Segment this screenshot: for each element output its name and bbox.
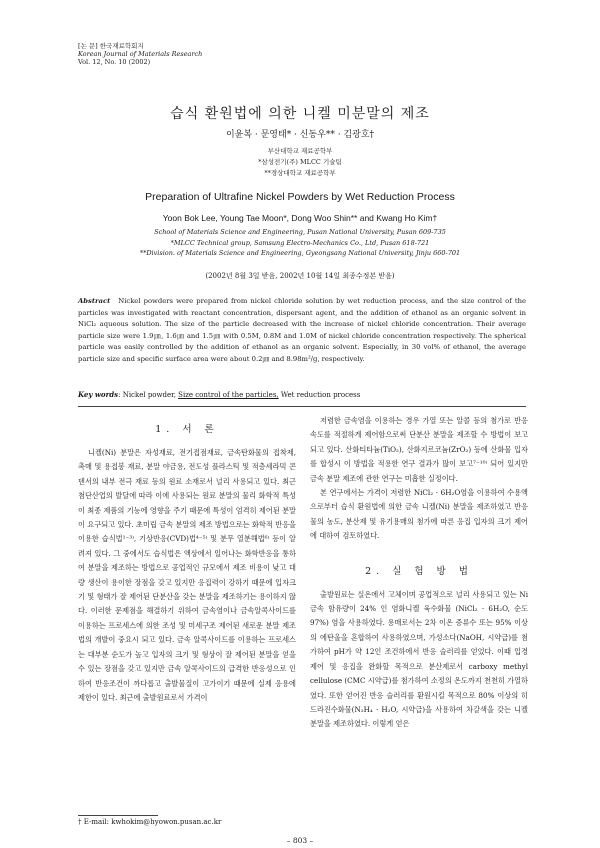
divider bbox=[78, 406, 526, 407]
experiment-heading: 2. 실 험 방 법 bbox=[365, 565, 473, 577]
journal-kind: [논 문] 한국재료학회지 bbox=[78, 42, 144, 50]
abstract bbox=[78, 296, 526, 366]
keywords-text: : Nickel powder, bbox=[118, 391, 179, 399]
korean-title: 습식 환원법에 의한 니켈 미분말의 제조 bbox=[170, 106, 430, 122]
abstract-text: Nickel powders were prepared from nickel chloride solution by wet reduction process, and the size control of the particles was investigated with reactant concentration, dispersant agent, and the addition of ethanol as an organic solvent in NiCl₂ aqueous solution. The size of the particle decreased with the increase of nickel chloride concentration. Their average particle size were 1.9㎛, 1.6㎛ and 1.5㎛ with 0.5M, 0.8M and 1.0M of nickel chloride concentration respectively. The spherical particle was easily controlled by the addition of ethanol as an organic solvent. Especially, in 30 vol% of ethanol, the average particle size and specific surface area were about 0.2㎛ and 8.98m²/g, respectively. bbox=[78, 297, 526, 363]
intro-heading: 1. 서 론 bbox=[155, 424, 219, 435]
journal-header bbox=[78, 42, 202, 66]
english-affiliation: **Division. of Materials Science and Engineering, Gyeongsang National University, Jinju 660-701 bbox=[139, 249, 461, 257]
korean-affiliation: *삼성전기(주) MLCC 기술팀 bbox=[258, 158, 342, 166]
keywords-text-end: Wet reduction process bbox=[278, 391, 361, 399]
english-affiliation: *MLCC Technical group, Samsung Electro-Mechanics Co., Ltd, Pusan 618-721 bbox=[170, 238, 430, 247]
body-paragraph: 본 연구에서는 가격이 저렴한 NiCl₂ · 6H₂O염을 이용하여 수용액으로부터 습식 환원법에 의한 금속 니켈(Ni) 분말을 제조하였고 반응물의 농도, 분산제 및 유기용매의 첨가에 따른 응집 입자의 크기 제어에 대하여 검토하였다. bbox=[310, 488, 528, 541]
keywords-underlined: Size control of the particles, bbox=[178, 391, 279, 399]
english-authors: Yoon Bok Lee, Young Tae Moon*, Dong Woo Shin** and Kwang Ho Kim† bbox=[162, 213, 438, 223]
body-paragraph: 저렴한 금속염을 이용하는 경우 가열 또는 알콜 등의 첨가로 반응속도를 적절하게 제어함으로써 단분산 분말을 제조할 수 방법이 보고되고 있다. 산화티타늄(TiO₂), 산화지르코늄(ZrO₂) 등에 산화물 입자를 합성시 이 방법을 적용한 연구 결과가 많이 보고⁷⁻¹⁰⁾ 되어 있지만 금속 분말 제조에 관한 연구는 미흡한 실정이다. bbox=[310, 416, 528, 483]
korean-affiliations bbox=[0, 146, 600, 179]
korean-affiliation: 부산대학교 재료공학부 bbox=[267, 147, 333, 155]
body-paragraph: 니켈(Ni) 분말은 자성재료, 전기접점재료, 금속탄화물의 접착제, 촉매 및 용접봉 재료, 분말 야금용, 전도성 플라스틱 및 적층세라믹 콘덴서의 내부 전극 재료 등의 원료 소재로서 널리 사용되고 있다. 최근 첨단산업의 발달에 따라 이에 사용되는 원료 분말의 물리 화학적 특성이 최종 제품의 기능에 영향을 주기 때문에 특성이 엄격히 제어된 분말이 요구되고 있다. 초미립 금속 분말의 제조 방법으로는 화학적 반응을 이용한 습식법¹⁻³⁾, 기상반응(CVD)법⁴⁻⁵⁾ 및 분무 열분해법⁶⁾ 등이 알려져 있다. 그 중에서도 습식법은 액상에서 일어나는 화학반응을 통하여 분말을 제조하는 방법으로 공업적인 규모에서 제조 비용이 낮고 대량 생산이 용이한 장점을 갖고 있지만 응집력이 강하기 때문에 입자크기 및 형태가 잘 제어된 단분산을 갖는 분말을 제조하기는 용이하지 않다. 이러한 문제점을 해결하기 위하여 금속염이나 금속알콕사이드를 이용하는 프로세스에 의한 조성 및 미세구조 제어된 새로운 분말 제조법의 개발이 중요시 되고 있다. 금속 알콕사이드를 이용하는 프로세스는 대부분 순도가 높고 입자의 크기 및 형상이 잘 제어된 분말을 얻을 수 있는 장점을 갖고 있지만 금속 알콕사이드의 급격한 반응성으로 인하여 반응조건이 까다롭고 출발물질이 고가이기 때문에 실제 응용에 제한이 있다. 최근에 출발원료로서 가격이 bbox=[78, 448, 296, 702]
english-affiliations bbox=[0, 227, 600, 259]
footnote-divider bbox=[78, 815, 158, 816]
right-column bbox=[310, 414, 528, 732]
english-affiliation: School of Materials Science and Engineering, Pusan National University, Pusan 609-735 bbox=[154, 228, 446, 236]
journal-volume: Vol. 12, No. 10 (2002) bbox=[78, 58, 151, 66]
footnote-email: † E-mail: kwhokim@hyowon.pusan.ac.kr bbox=[78, 818, 222, 826]
body-paragraph: 출발원료는 실온에서 고체이며 공업적으로 널리 사용되고 있는 Ni 금속 함유량이 24% 인 염화니켈 육수화물 (NiCl₂ · 6H₂O, 순도 97%) 염을 사용하였다. 용매로서는 2차 이온 증류수 또는 95% 이상의 에탄올을 혼합하여 사용하였으며, 가성소다(NaOH, 시약급)를 첨가하여 pH가 약 12인 조건하에서 반응 슬러리를 얻었다. 이때 입경 제어 및 응집을 완화할 목적으로 분산제로서 carboxy methyl cellulose (CMC 시약급)를 첨가하여 소정의 온도까지 천천히 가열하였다. 또한 얻어진 반응 슬러리를 환원시킬 목적으로 80% 이상의 히드라진수화물(N₂H₄ · H₂O, 시약급)을 사용하여 차갈색을 갖는 니켈 분말을 제조하였다. 이렇게 얻은 bbox=[310, 589, 528, 729]
page-number: – 803 – bbox=[286, 836, 314, 845]
english-title: Preparation of Ultrafine Nickel Powders by Wet Reduction Process bbox=[145, 191, 455, 203]
journal-name: Korean Journal of Materials Research bbox=[78, 50, 203, 58]
received-dates: (2002년 8월 3일 받음, 2002년 10월 14일 최종수정본 받음) bbox=[205, 272, 395, 280]
abstract-label: Abstract bbox=[78, 297, 111, 305]
left-column bbox=[78, 414, 296, 705]
keywords-label: Key words bbox=[78, 390, 119, 399]
korean-authors: 이윤복 · 문영태* · 신동우** · 김광호† bbox=[225, 130, 375, 140]
korean-affiliation: **경상대학교 재료공학부 bbox=[264, 169, 336, 177]
keywords bbox=[78, 390, 526, 399]
